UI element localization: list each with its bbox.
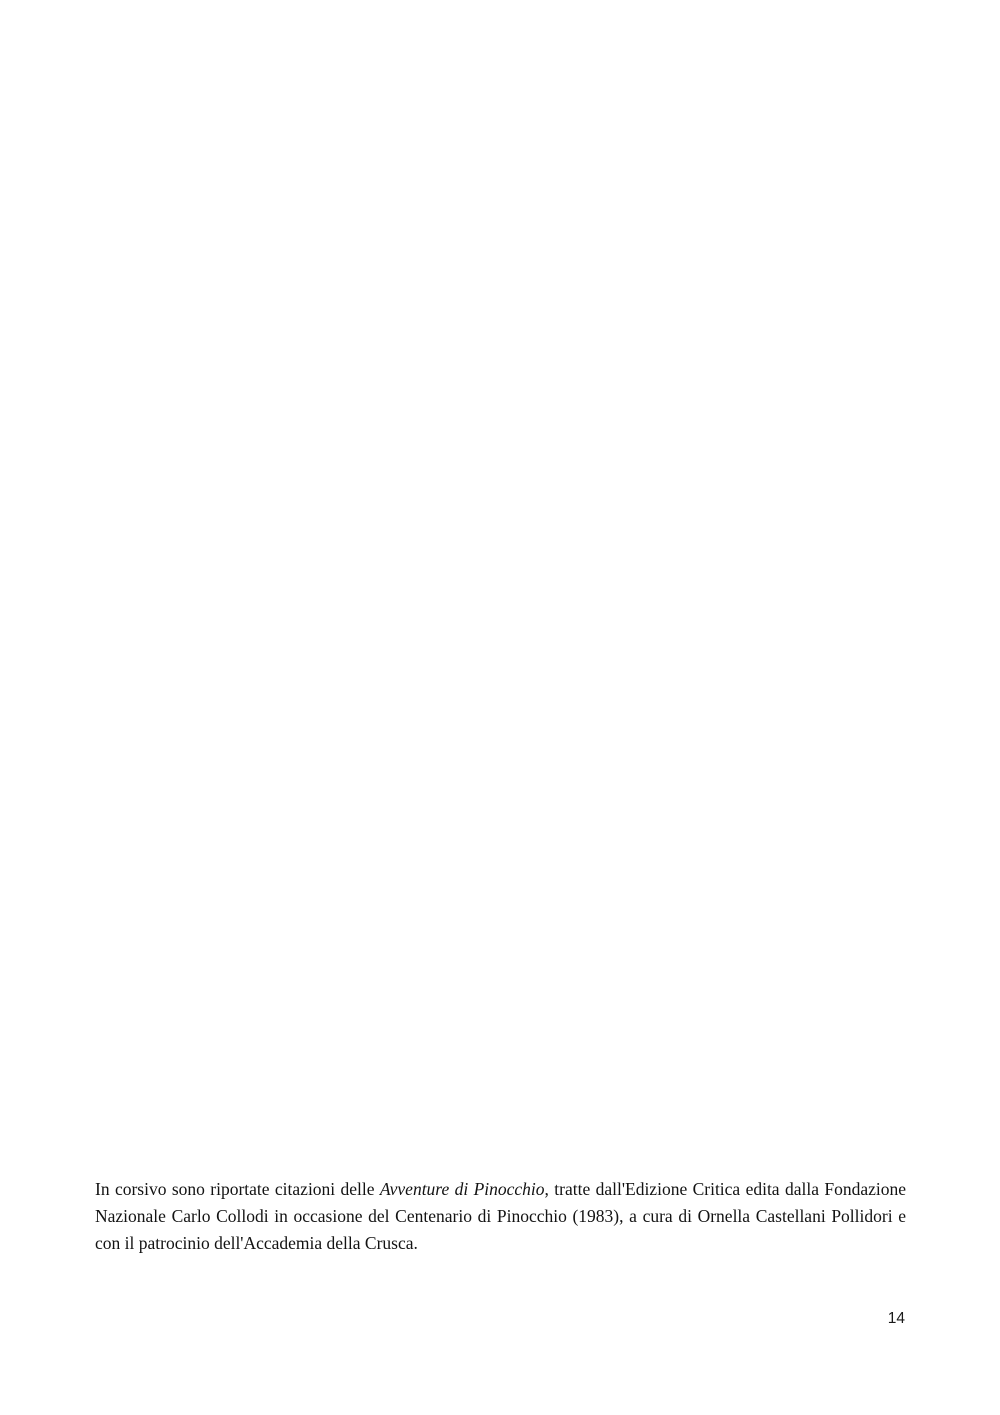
footnote-text-before: In corsivo sono riportate citazioni delle — [95, 1179, 380, 1199]
footnote-text-after: , tratte dall'Edizione Critica edita dalla Fondazione Nazionale Carlo Collodi in occasione del Centenario di Pinocchio (1983), a cura di Ornella Castellani Pollidori e con il patrocinio dell'Accademia della Crusca. — [95, 1179, 906, 1253]
page-number: 14 — [887, 1310, 905, 1327]
italic-citation-title: Avventure di Pinocchio — [379, 1179, 545, 1199]
footnote-paragraph — [95, 1176, 906, 1257]
